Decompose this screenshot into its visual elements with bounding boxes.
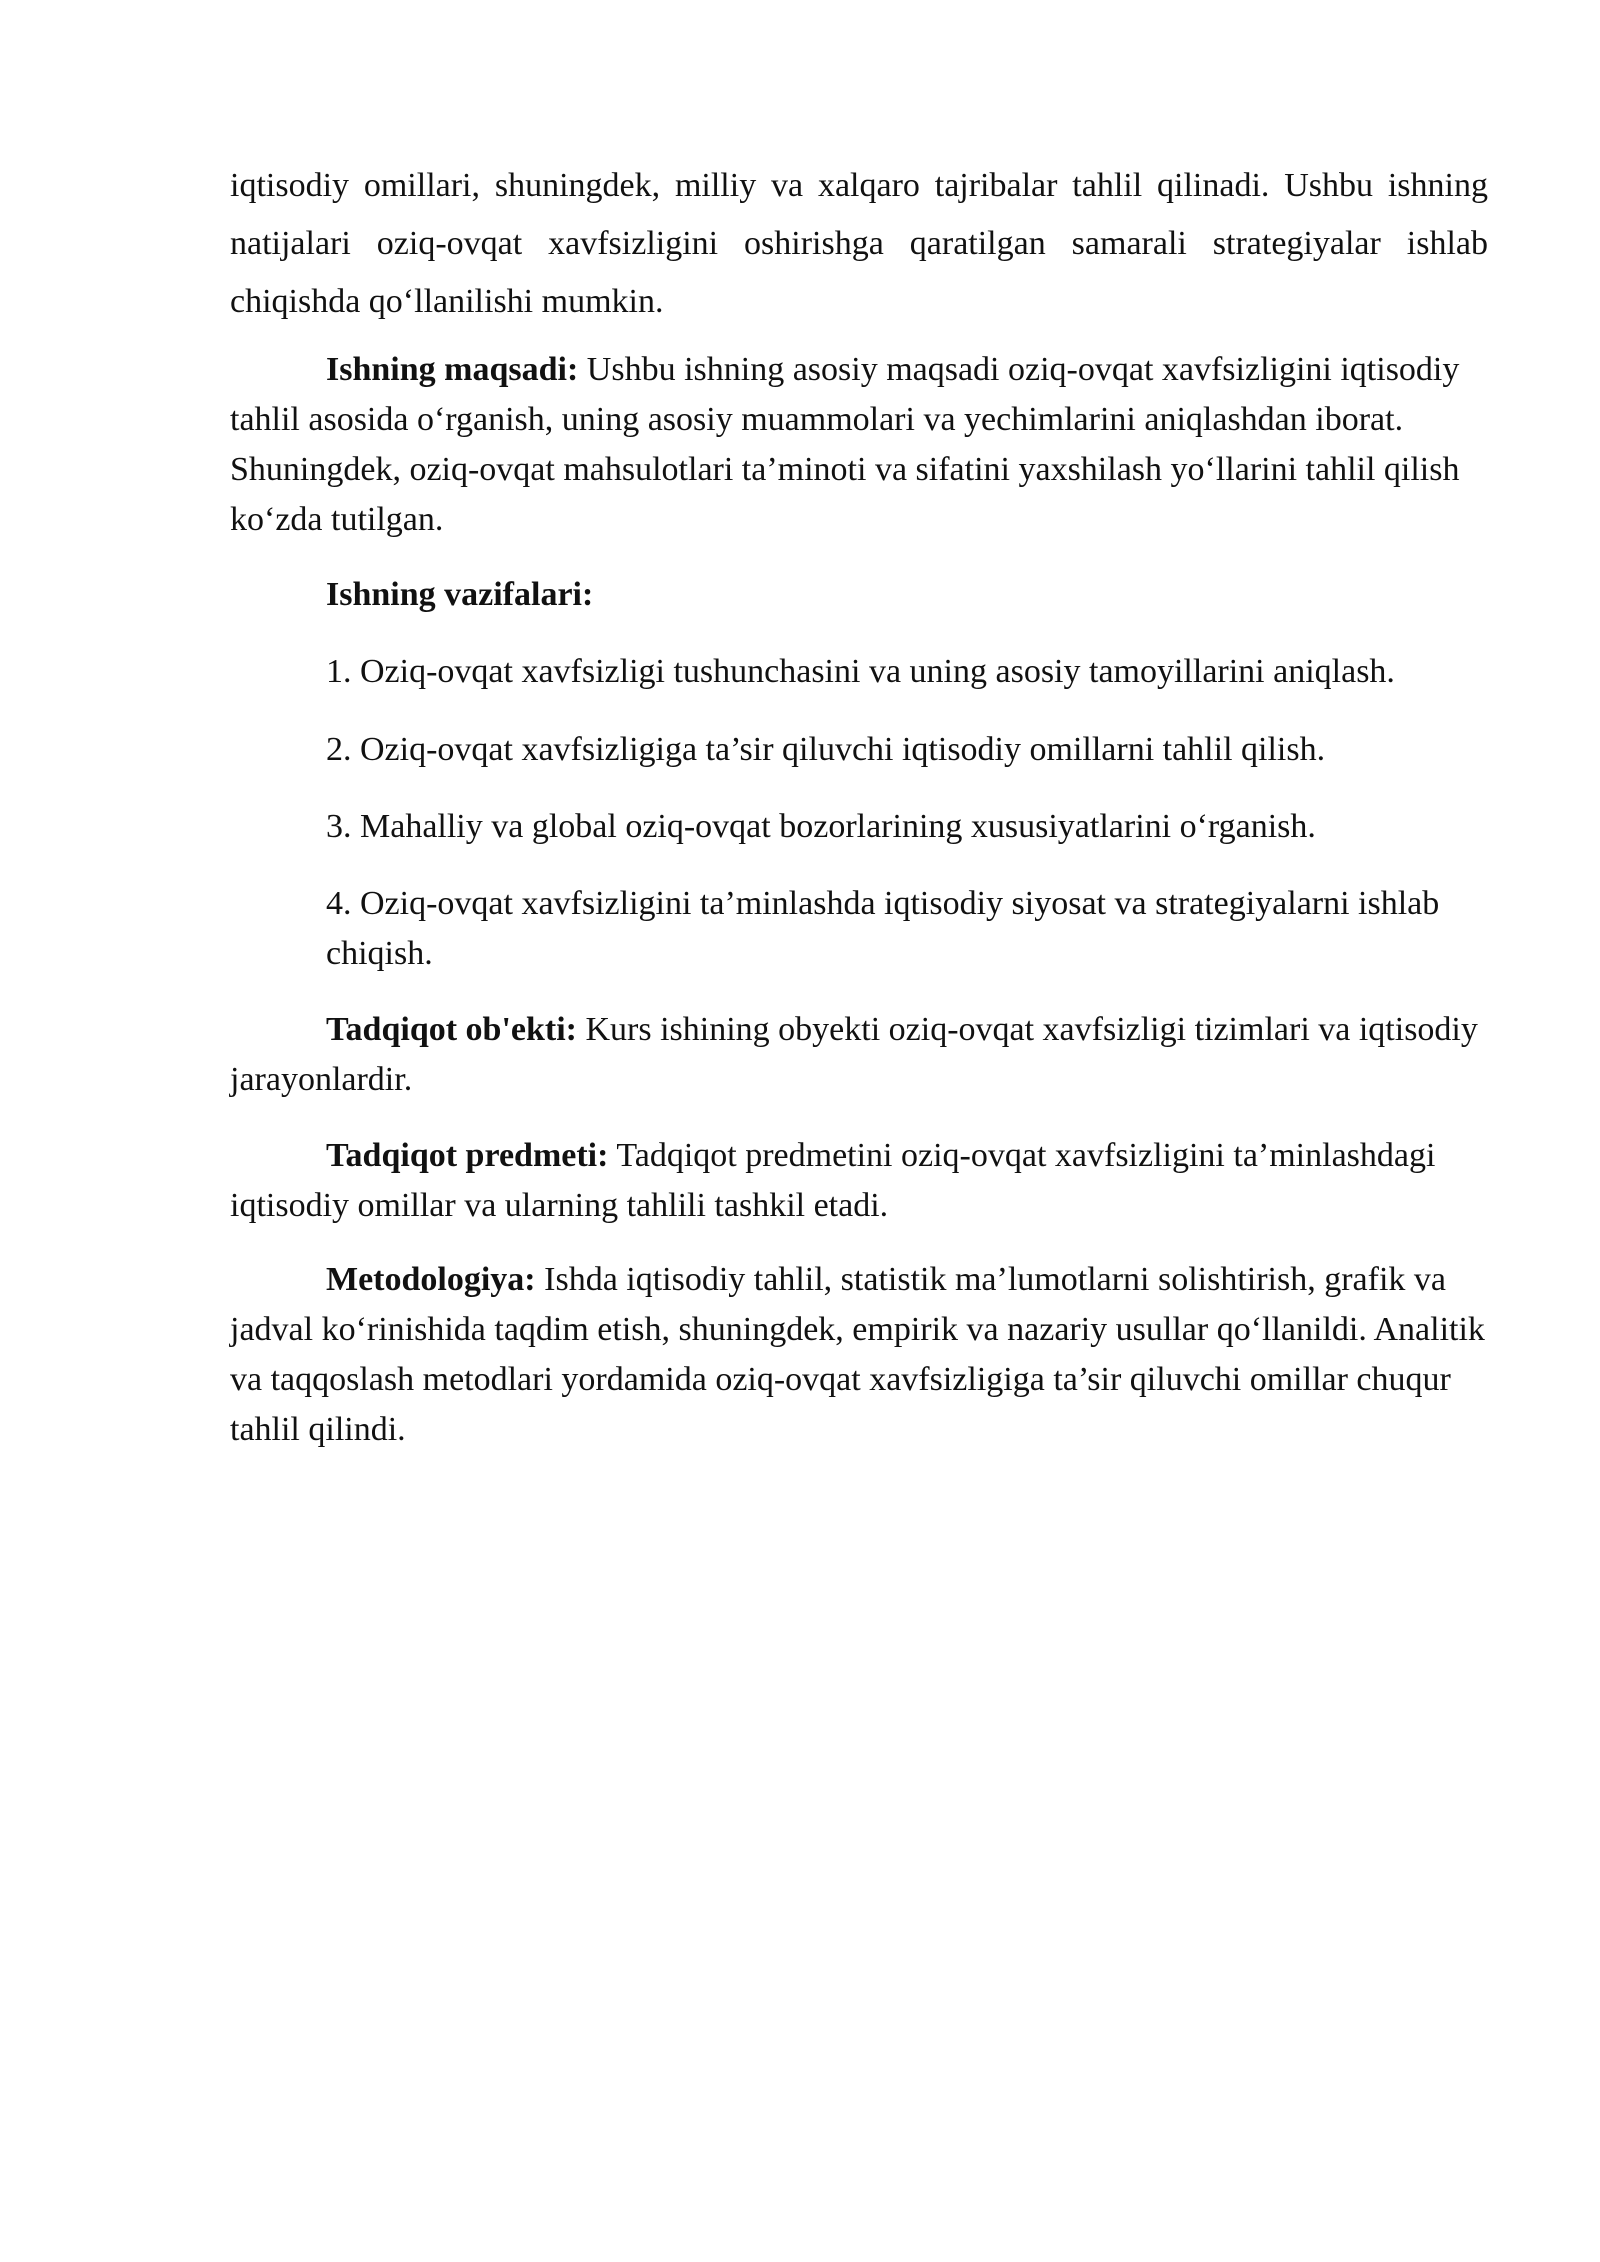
task-item: 4. Oziq-ovqat xavfsizligini ta’minlashda iqtisodiy siyosat va strategiyalarni ishlab chiqish. bbox=[326, 885, 1440, 972]
object-paragraph bbox=[230, 1005, 1488, 1105]
methodology-label: Metodologiya: bbox=[326, 1261, 536, 1298]
task-item: 2. Oziq-ovqat xavfsizligiga ta’sir qiluvchi iqtisodiy omillarni tahlil qilish. bbox=[326, 731, 1326, 768]
object-text: Kurs ishining obyekti oziq-ovqat xavfsizligi tizimlari va iqtisodiy jarayonlardir. bbox=[230, 1011, 1478, 1098]
object-label: Tadqiqot ob'ekti: bbox=[326, 1011, 577, 1048]
methodology-text: Ishda iqtisodiy tahlil, statistik ma’lumotlarni solishtirish, grafik va jadval ko‘rinishida taqdim etish, shuningdek, empirik va nazariy usullar qo‘llanildi. Analitik va taqqoslash metodlari yordamida oziq-ovqat xavfsizligiga ta’sir qiluvchi omillar chuqur tahlil qilindi. bbox=[230, 1261, 1485, 1448]
tasks-label: Ishning vazifalari: bbox=[326, 576, 594, 613]
document-body bbox=[230, 157, 1488, 1455]
task-item: 1. Oziq-ovqat xavfsizligi tushunchasini va uning asosiy tamoyillarini aniqlash. bbox=[326, 653, 1395, 690]
subject-label: Tadqiqot predmeti: bbox=[326, 1137, 609, 1174]
task-item: 3. Mahalliy va global oziq-ovqat bozorlarining xususiyatlarini o‘rganish. bbox=[326, 808, 1316, 845]
methodology-paragraph bbox=[230, 1255, 1488, 1455]
subject-paragraph bbox=[230, 1131, 1488, 1231]
intro-paragraph: iqtisodiy omillari, shuningdek, milliy va xalqaro tajribalar tahlil qilinadi. Ushbu ishning natijalari oziq-ovqat xavfsizligini oshirishga qaratilgan samarali strategiyalar ishlab chiqishda qo‘llanilishi mumkin. bbox=[230, 167, 1488, 320]
goal-label: Ishning maqsadi: bbox=[326, 351, 579, 388]
goal-text: Ushbu ishning asosiy maqsadi oziq-ovqat xavfsizligini iqtisodiy tahlil asosida o‘rganish, uning asosiy muammolari va yechimlarini aniqlashdan iborat. Shuningdek, oziq-ovqat mahsulotlari ta’minoti va sifatini yaxshilash yo‘llarini tahlil qilish ko‘zda tutilgan. bbox=[230, 351, 1460, 538]
subject-text: Tadqiqot predmetini oziq-ovqat xavfsizligini ta’minlashdagi iqtisodiy omillar va ularning tahlili tashkil etadi. bbox=[230, 1137, 1436, 1224]
tasks-heading bbox=[230, 570, 1488, 620]
goal-paragraph bbox=[230, 345, 1488, 545]
